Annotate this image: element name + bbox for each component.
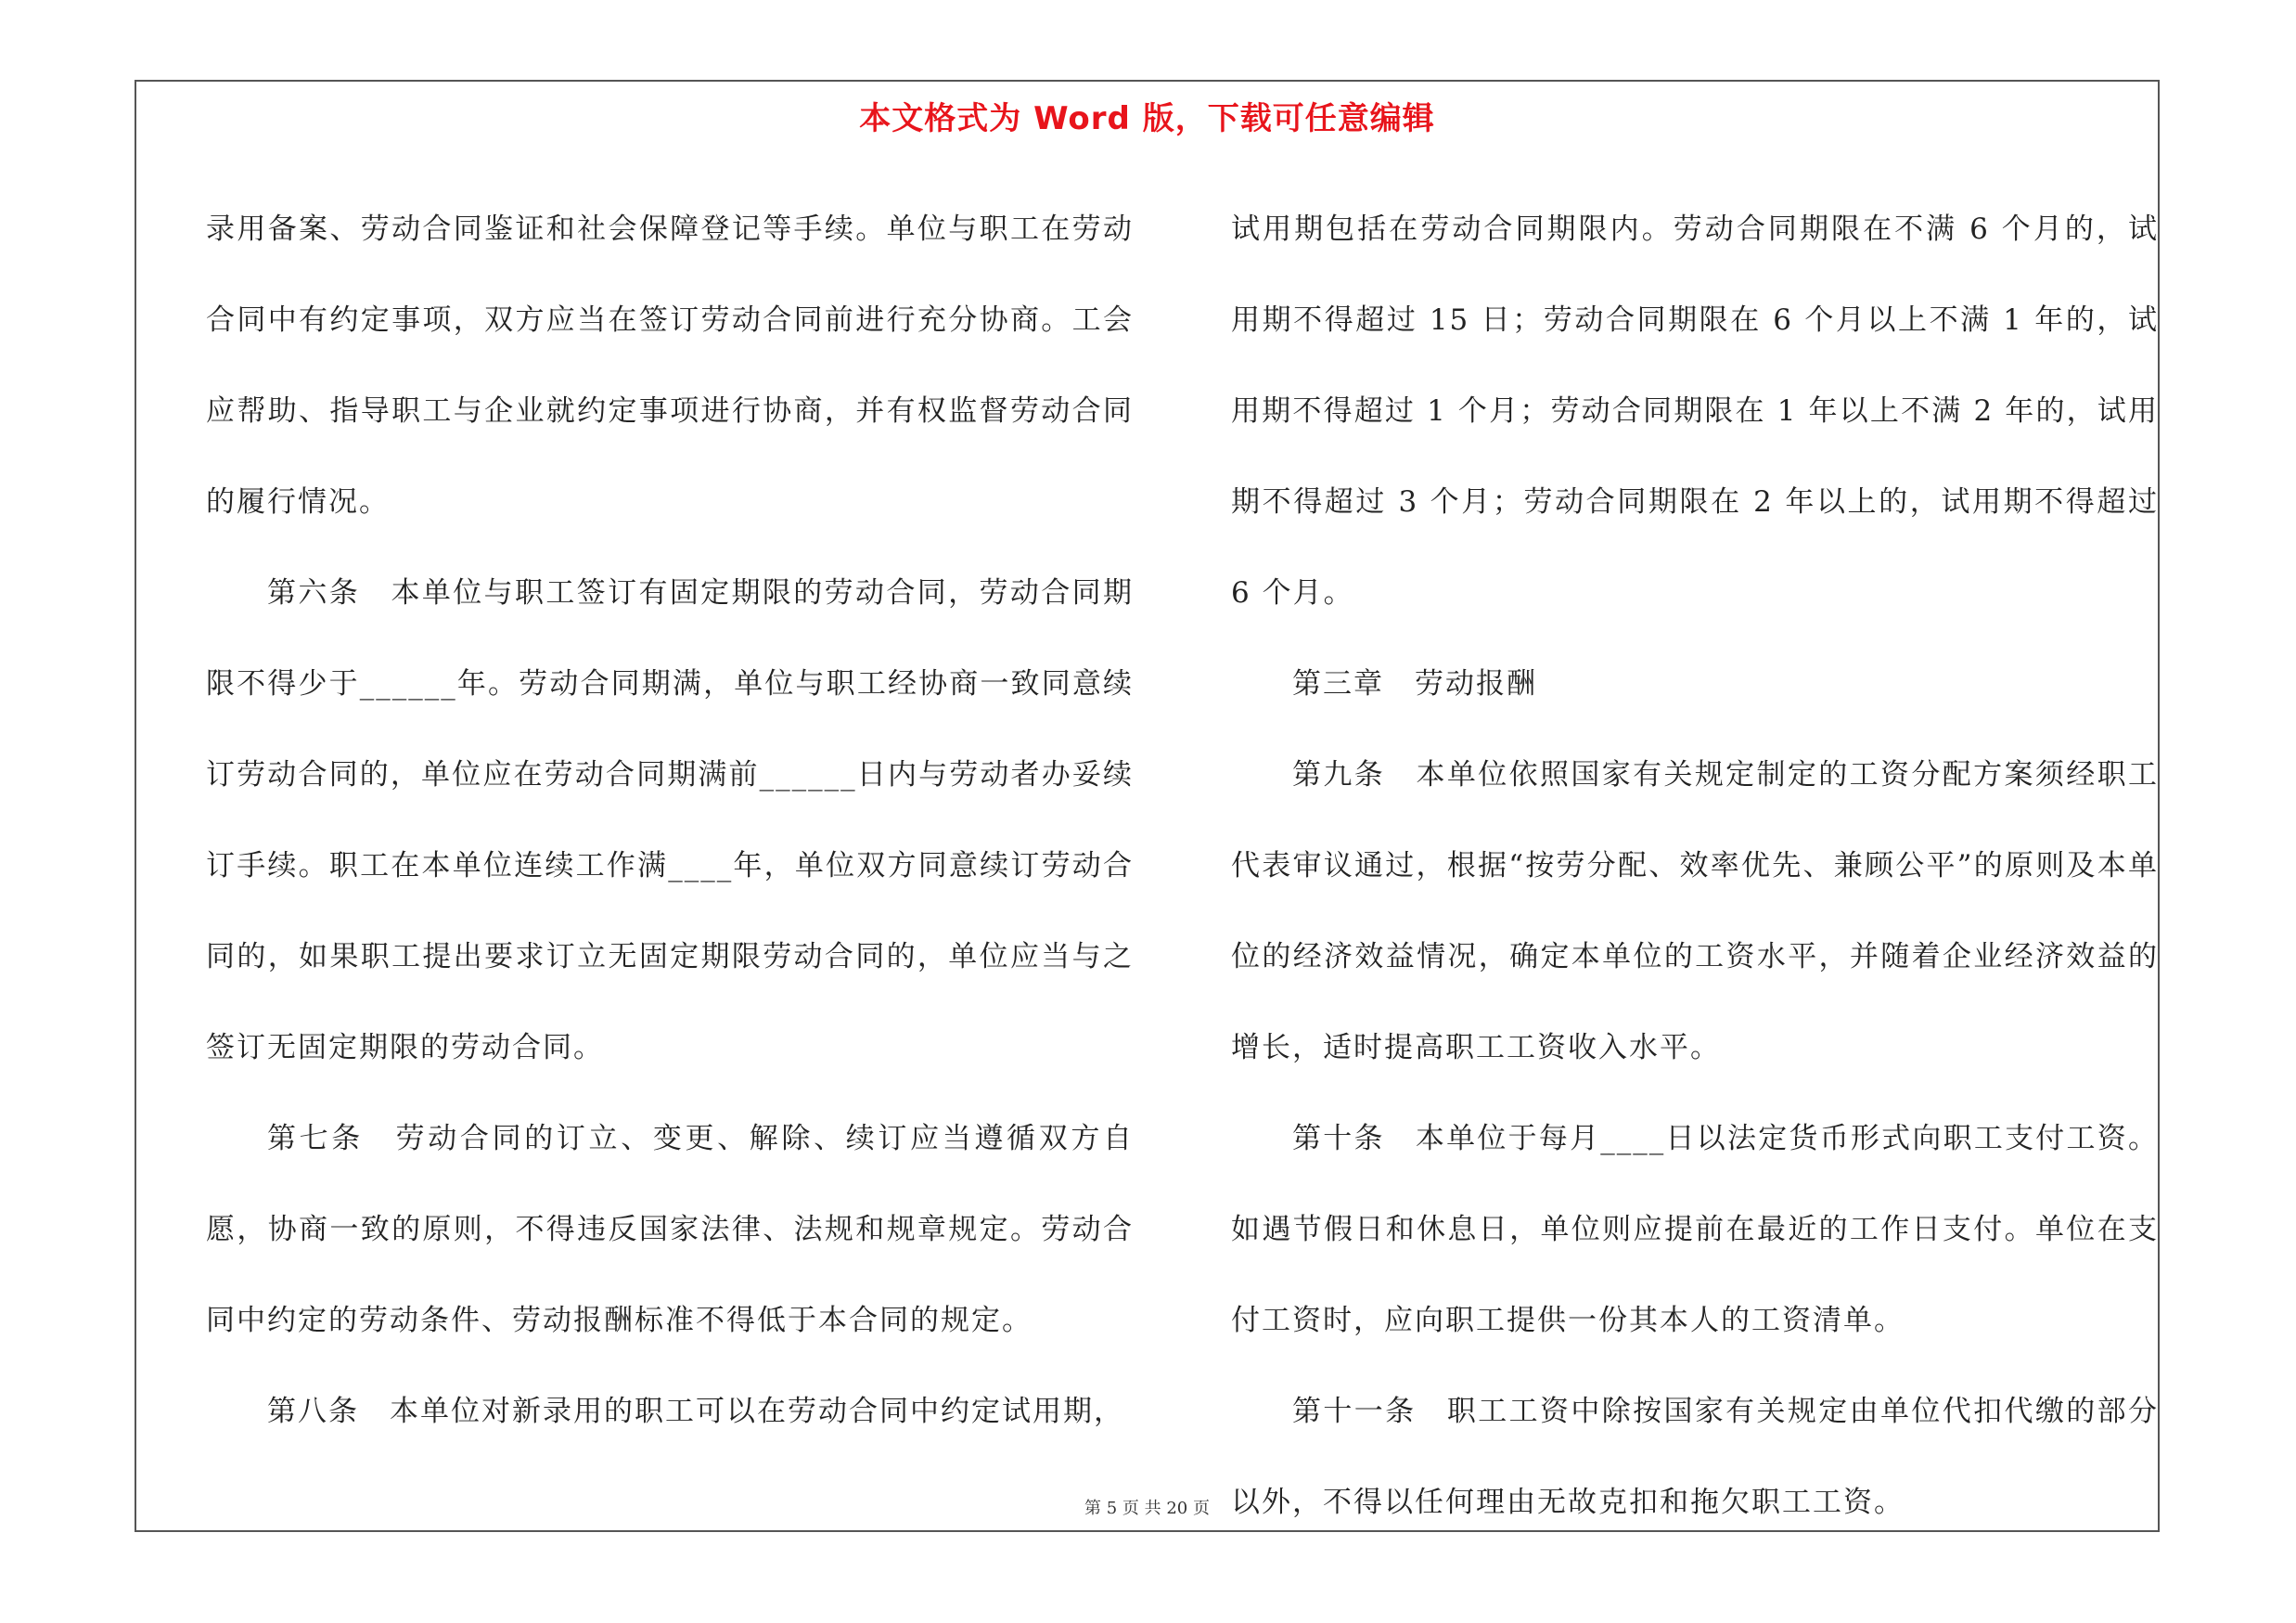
right-text-column — [1231, 184, 2159, 1548]
article-10: 第十条 本单位于每月____日以法定货币形式向职工支付工资。如遇节假日和休息日，单位则应提前在最近的工作日支付。单位在支付工资时，应向职工提供一份其本人的工资清单。 — [1231, 1122, 2159, 1337]
article-8-start: 第八条 本单位对新录用的职工可以在劳动合同中约定试用期， — [267, 1395, 1124, 1428]
article-11: 第十一条 职工工资中除按国家有关规定由单位代扣代缴的部分以外，不得以任何理由无故克扣和拖欠职工工资。 — [1231, 1395, 2159, 1519]
left-text-column — [206, 184, 1134, 1457]
chapter-3-heading: 第三章 劳动报酬 — [1292, 667, 1537, 701]
article-9: 第九条 本单位依照国家有关规定制定的工资分配方案须经职工代表审议通过，根据“按劳分配、效率优先、兼顾公平”的原则及本单位的经济效益情况，确定本单位的工资水平，并随着企业经济效益的增长，适时提高职工工资收入水平。 — [1231, 758, 2159, 1064]
page-number-footer: 第 5 页 共 20 页 — [1084, 1499, 1210, 1518]
word-format-banner: 本文格式为 Word 版，下载可任意编辑 — [859, 100, 1435, 137]
article-7: 第七条 劳动合同的订立、变更、解除、续订应当遵循双方自愿，协商一致的原则，不得违反国家法律、法规和规章规定。劳动合同中约定的劳动条件、劳动报酬标准不得低于本合同的规定。 — [206, 1122, 1134, 1337]
paragraph-continuation: 录用备案、劳动合同鉴证和社会保障登记等手续。单位与职工在劳动合同中有约定事项，双方应当在签订劳动合同前进行充分协商。工会应帮助、指导职工与企业就约定事项进行协商，并有权监督劳动合同的履行情况。 — [206, 213, 1134, 519]
page-frame — [135, 80, 2160, 1532]
article-6: 第六条 本单位与职工签订有固定期限的劳动合同，劳动合同期限不得少于______年。劳动合同期满，单位与职工经协商一致同意续订劳动合同的，单位应在劳动合同期满前______日内与劳动者办妥续订手续。职工在本单位连续工作满____年，单位双方同意续订劳动合同的，如果职工提出要求订立无固定期限劳动合同的，单位应当与之签订无固定期限的劳动合同。 — [206, 576, 1134, 1064]
article-8-continuation: 试用期包括在劳动合同期限内。劳动合同期限在不满 6 个月的，试用期不得超过 15 日；劳动合同期限在 6 个月以上不满 1 年的，试用期不得超过 1 个月；劳动合同期限在 1 年以上不满 2 年的，试用期不得超过 3 个月；劳动合同期限在 2 年以上的，试用期不得超过 6 个月。 — [1231, 213, 2159, 610]
